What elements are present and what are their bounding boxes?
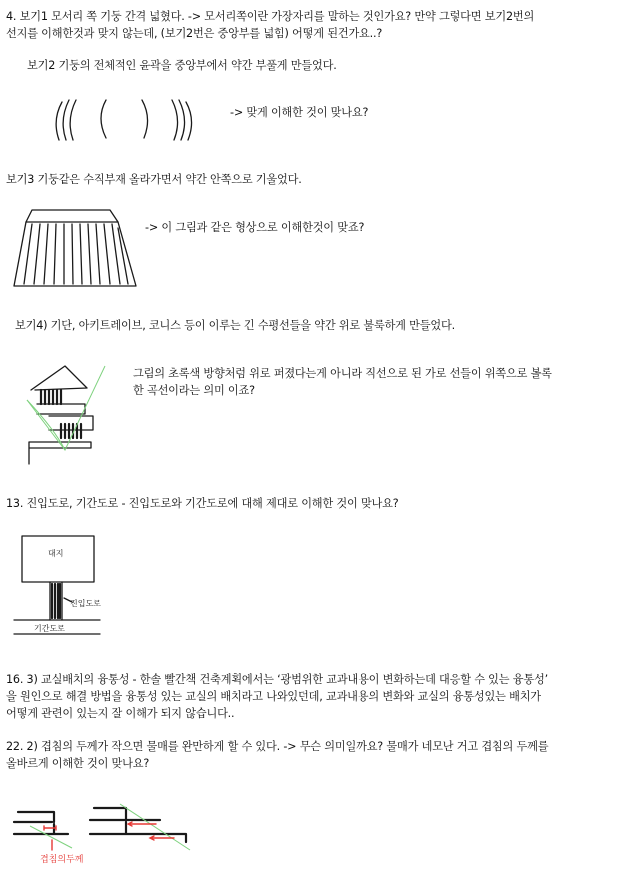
inclined-column-sketch: [12, 208, 142, 290]
q16-line-1: 16. 3) 교실배치의 융통성 - 한솔 빨간책 건축계획에서는 ‘광범위한 교과내용이 변화하는데 대응할 수 있는 융통성’: [6, 673, 548, 686]
q4-item4-question-line-2: 한 곡선이라는 의미 이죠?: [133, 384, 255, 397]
q4-item2-text: 보기2 기둥의 전체적인 윤곽을 중앙부에서 약간 부풀게 만들었다.: [27, 59, 337, 72]
sketch-label-site: 대지: [48, 549, 64, 558]
q22-line-2: 올바르게 이해한 것이 맞나요?: [6, 757, 150, 770]
q4-item4-question-line-1: 그림의 초록색 방향처럼 위로 퍼졌다는게 아니라 직선으로 된 가로 선들이 위쪽으로 볼록: [133, 367, 552, 380]
road-sketch: [12, 534, 122, 644]
q13-text: 13. 진입도로, 기간도로 - 진입도로와 기간도로에 대해 제대로 이해한 것이 맞나요?: [6, 497, 399, 510]
sketch-label-overlap-thickness: 겹침의두께: [40, 855, 84, 865]
q16-line-3: 어떻게 관련이 있는지 잘 이해가 되지 않습니다..: [6, 707, 235, 720]
q22-line-1: 22. 2) 겹침의 두께가 작으면 물매를 완만하게 할 수 있다. -> 무슨 의미일까요? 물매가 네모난 거고 겹침의 두께를: [6, 740, 549, 753]
q4-item3-question: -> 이 그림과 같은 형상으로 이해한것이 맞죠?: [145, 221, 365, 234]
column-bulge-sketch: [50, 96, 200, 146]
overlap-thickness-sketch: [10, 800, 200, 878]
q4-line-1: 4. 보기1 모서리 쪽 기둥 간격 넓혔다. -> 모서리쪽이란 가장자리를 말하는 것인가요? 만약 그렇다면 보기2번의: [6, 10, 535, 23]
horizontal-curve-sketch: [25, 360, 135, 470]
q4-line-2: 선지를 이해한것과 맞지 않는데, (보기2번은 중앙부를 넓힘) 어떻게 된건가요..?: [6, 27, 383, 40]
q4-item2-question: -> 맞게 이해한 것이 맞나요?: [230, 106, 369, 119]
q4-item4-text: 보기4) 기단, 아키트레이브, 코니스 등이 이루는 긴 수평선들을 약간 위로 불룩하게 만들었다.: [15, 319, 455, 332]
q4-item3-text: 보기3 기둥같은 수직부재 올라가면서 약간 안쪽으로 기울었다.: [6, 173, 302, 186]
sketch-label-entry-road: 진입도로: [70, 599, 101, 608]
q16-line-2: 을 원인으로 해결 방법을 융통성 있는 교실의 배치라고 나와있던데, 교과내용의 변화와 교실의 융통성있는 배치가: [6, 690, 541, 703]
sketch-label-main-road: 기간도로: [34, 624, 65, 633]
